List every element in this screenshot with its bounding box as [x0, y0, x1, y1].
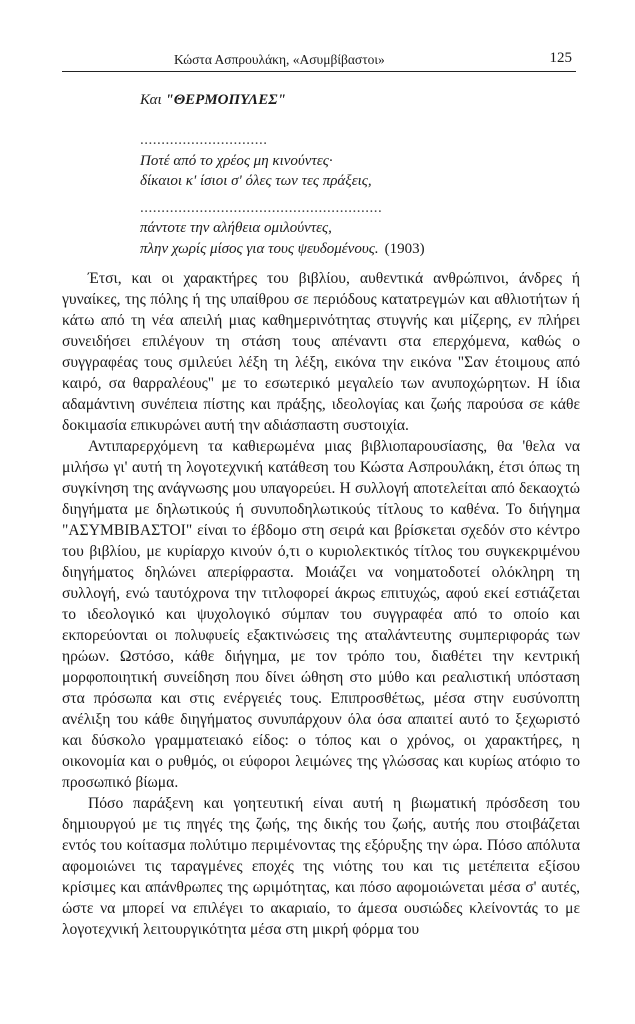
- poem-title-prefix: Και: [140, 92, 166, 108]
- poem-year: (1903): [384, 240, 425, 257]
- poem-line: [140, 239, 580, 260]
- poem-line: πάντοτε την αλήθεια ομιλούντες,: [140, 220, 332, 236]
- poem-excerpt: [140, 130, 580, 259]
- body-text: [62, 268, 580, 940]
- paragraph: Έτσι, και οι χαρακτήρες του βιβλίου, αυθεντικά ανθρώπινοι, άνδρες ή γυναίκες, της πόλης ή της υπαίθρου σε περιόδους κατατρεγμών και αθλιοτήτων ή κάτω από τη νέα απειλή μιας καθημερινότητας στυγνής και μίζερης, εν πλήρει συνειδήσει επιλέγουν τη στάση τους απέναντι στα επερχόμενα, καθώς ο συγγραφέας τους σμιλεύει λέξη τη λέξη, εικόνα την εικόνα "Σαν έτοιμους από καιρό, σα θαρραλέους" με το εσωτερικό μεγαλείο των ανυποχώρητων. Η ίδια αδαμάντινη συνέπεια πίστης και πράξης, ιδεολογίας και ζωής παρούσα σε κάθε δοκιμασία επικυρώνει αυτή την αδιάσπαστη συστοιχία.: [62, 270, 580, 434]
- poem-ellipsis: ..............................: [140, 132, 268, 148]
- paragraph: Αντιπαρερχόμενη τα καθιερωμένα μιας βιβλιοπαρουσίασης, θα 'θελα να μιλήσω γι' αυτή τη λογοτεχνική κατάθεση του Κώστα Ασπρουλάκη, έτσι όπως τη συγκίνηση της ανάγνωσης μου υπαγορεύει. Η συλλογή αποτελείται από δεκαοχτώ διηγήματα με δηλωτικούς ή συνυποδηλωτικούς τίτλους το καθένα. Το διήγημα "ΑΣΥΜΒΙΒΑΣΤΟΙ" είναι το έβδομο στη σειρά και βρίσκεται σχεδόν στο κέντρο του βιβλίου, με κυρίαρχο κινούν ό,τι ο κυριολεκτικός τίτλος του συγκεκριμένου διηγήματος δηλώνει απερίφραστα. Μοιάζει να νοηματοδοτεί ολόκληρη τη συλλογή, ενώ ταυτόχρονα την τιτλοφορεί άκρως επιτυχώς, αφού εκεί εστιάζεται το ιδεολογικό και ψυχολογικό σύμπαν του συγγραφέα από το οποίο και εκπορεύονται οι πολυφυείς εξακτινώσεις της αταλάντευτης συμπεριφοράς των ηρώων. Ωστόσο, κάθε διήγημα, με τον τρόπο του, διαθέτει την κεντρική μορφοποιητική συνείδηση που δίνει ώθηση στο μύθο και ρεαλιστική υπόσταση στα πρόσωπα και στις ενέργειές τους. Επιπροσθέτως, μέσα στην ευσύνοπτη ανέλιξη του κάθε διηγήματος συνυπάρχουν όλα όσα απαιτεί αυτό το ξεχωριστό και δύσκολο γραμματειακό είδος: ο τόπος και ο χρόνος, οι χαρακτήρες, η οικονομία και ο ρυθμός, οι εύφοροι λειμώνες της γλώσσας και κυρίως ατόφιο το προσωπικό βίωμα.: [62, 438, 580, 791]
- poem-line: Ποτέ από το χρέος μη κινούντες·: [140, 152, 333, 169]
- poem-ellipsis: .........................................................: [140, 199, 383, 216]
- poem-title-name: "ΘΕΡΜΟΠΥΛΕΣ": [165, 92, 286, 108]
- page-number: 125: [549, 50, 572, 66]
- page-header: [62, 48, 576, 70]
- poem-title: [140, 92, 286, 109]
- paragraph: Πόσο παράξενη και γοητευτική είναι αυτή η βιωματική πρόσδεση του δημιουργού με τις πηγές της ζωής, της δικής του ζωής, αυτής που στοιβάζεται εντός του κοίτασμα πολύτιμο περιμένοντας της εξόρυξης την ώρα. Πόσο απόλυτα αφομοιώνει τις ταραγμένες εποχές της νιότης του και τις μετέπειτα εξίσου κρίσιμες και απάνθρωπες της ωριμότητας, και πόσο αφομοιώνεται μέσα σ' αυτές, ώστε να μπορεί να επιλέγει το ακαριαίο, το άμεσα ουσιώδες κλείνοντάς το με λογοτεχνική λειτουργικότητα μέσα στη μικρή φόρμα του: [62, 795, 580, 938]
- running-title: Κώστα Ασπρουλάκη, «Ασυμβίβαστοι»: [174, 52, 385, 67]
- header-rule: [62, 71, 576, 72]
- poem-line-text: πλην χωρίς μίσος για τους ψευδομένους.: [140, 240, 379, 257]
- poem-line: δίκαιοι κ' ίσιοι σ' όλες των τες πράξεις,: [140, 173, 372, 189]
